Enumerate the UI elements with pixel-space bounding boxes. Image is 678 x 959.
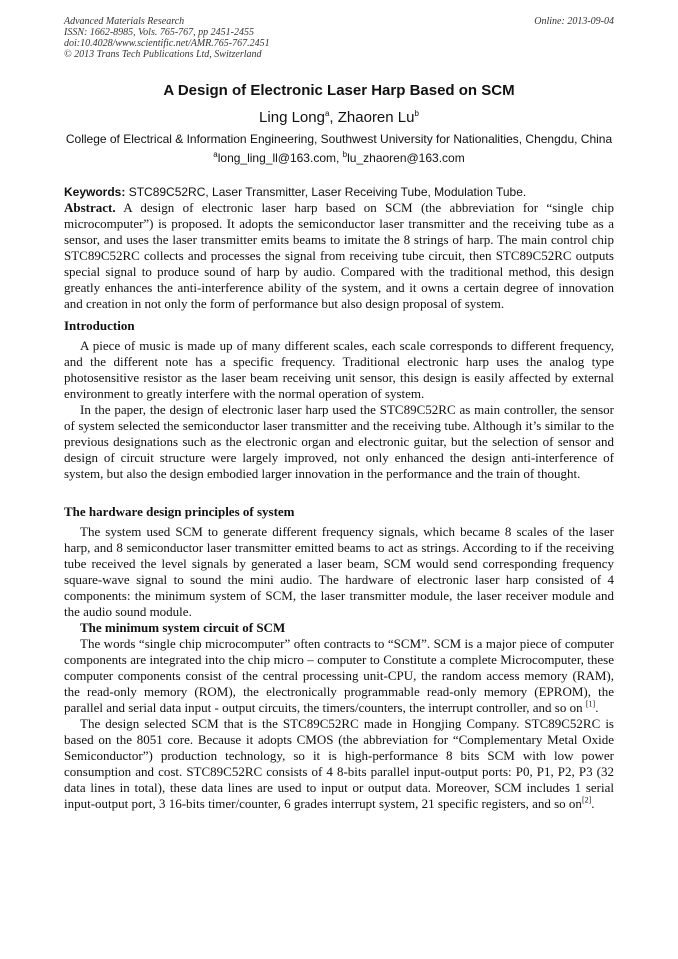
email-mark: a: [213, 150, 218, 159]
affiliation: College of Electrical & Information Engineering, Southwest University for Nationalities, Chengdu, China: [65, 132, 613, 146]
paragraph-text: The design selected SCM that is the STC89C52RC made in Hongjing Company. STC89C52RC is based on the 8051 core. Because it adopts CMOS (the abbreviation for “Complementary Metal Oxide Semiconductor”) production technology, so it is high-performance 8 bits SCM with low power consumption and cost. STC89C52RC consists of 4 8-bits parallel input-output ports: P0, P1, P2, P3 (32 data lines in total), these data lines are used to input or output data. Moreover, SCM includes 1 serial input-output port, 3 16-bits timer/counter, 6 grades interrupt system, 21 specific registers, and so on: [64, 716, 614, 811]
paragraph: A piece of music is made up of many different scales, each scale corresponds to different frequency, and the different note has a specific frequency. Traditional electronic harp uses the analog type photosensitive resistor as the laser beam receiving unit sensor, this design is easily affected by external environment to greatly interfere with the normal operation of system.: [64, 338, 614, 401]
keywords-text: STC89C52RC, Laser Transmitter, Laser Receiving Tube, Modulation Tube.: [125, 185, 527, 199]
section-heading-hardware: The hardware design principles of system: [64, 504, 295, 519]
email-mark: b: [342, 150, 348, 159]
citation-ref: [2]: [581, 795, 592, 805]
online-date: Online: 2013-09-04: [534, 16, 614, 27]
paragraph-end: .: [595, 700, 599, 715]
paragraph: The system used SCM to generate different frequency signals, which became 8 scales of the laser harp, and 8 semiconductor laser transmitter emitted beams to act as strings. According to if the receiving tube received the level signals by generated a laser beam, SCM would send corresponding frequency square-wave signal to sound the mini audio. The hardware of electronic laser harp consisted of 4 components: the minimum system of SCM, the laser transmitter module, the laser receiver module and the audio sound module.: [64, 524, 614, 619]
author-list: [64, 109, 614, 127]
author-affil-mark: b: [414, 109, 419, 118]
paper-title: A Design of Electronic Laser Harp Based on SCM: [163, 82, 515, 99]
journal-name: Advanced Materials Research: [64, 16, 185, 27]
email-address: long_ling_ll@163.com: [217, 151, 336, 165]
author-separator: ,: [329, 109, 338, 126]
journal-header: [64, 16, 270, 60]
journal-issn: ISSN: 1662-8985, Vols. 765-767, pp 2451-2455: [64, 27, 254, 38]
paragraph: [64, 716, 614, 812]
abstract-label: Abstract.: [64, 200, 116, 215]
email-separator: ,: [336, 151, 343, 165]
abstract: [64, 200, 614, 312]
journal-copyright: © 2013 Trans Tech Publications Ltd, Switzerland: [64, 49, 262, 60]
citation-ref: [1]: [585, 699, 596, 709]
subsection-heading-minimum-system: The minimum system circuit of SCM: [80, 620, 286, 635]
abstract-text: A design of electronic laser harp based on SCM (the abbreviation for “single chip microcomputer”) is proposed. It adopts the semiconductor laser transmitter and the receiving tube as a sensor, and uses the laser transmitter emits beams to imitate the 8 strings of harp. The main control chip STC89C52RC collects and processes the signal from receiving tube circuit, then STC89C52RC outputs special signal to produce sound of harp by audio. Compared with the traditional method, this design greatly enhances the anti-interference ability of the system, and it owns a certain degree of innovation and creation in not only the form of performance but also design proposal of system.: [64, 200, 614, 311]
paragraph-end: .: [591, 796, 595, 811]
keywords-label: Keywords:: [64, 185, 126, 199]
author-name: Zhaoren Lu: [337, 109, 415, 126]
paragraph: In the paper, the design of electronic laser harp used the STC89C52RC as main controller, the sensor of system selected the semiconductor laser transmitter and the receiving tube. Although it’s similar to the previous designations such as the electronic organ and electronic guitar, but the selection of sensor and design of circuit structure were largely improved, not only enhanced the design anti-interference of system, but also the design embodied larger innovation in the performance and the train of thought.: [64, 402, 614, 481]
journal-doi: doi:10.4028/www.scientific.net/AMR.765-767.2451: [64, 38, 270, 49]
author-name: Ling Long: [259, 109, 325, 126]
author-emails: [64, 150, 614, 166]
email-address: lu_zhaoren@163.com: [347, 151, 465, 165]
section-heading-introduction: Introduction: [64, 318, 135, 333]
paragraph-text: The words “single chip microcomputer” often contracts to “SCM”. SCM is a major piece of computer components are integrated into the chip micro – computer to Constitute a complete Microcomputer, these computer components consist of the central processing unit-CPU, the random access memory (RAM), the read-only memory (ROM), the electronically programmable read-only memory (EPROM), the parallel and serial data input - output circuits, the timers/counters, the interrupt controller, and so on: [64, 636, 614, 715]
author-affil-mark: a: [324, 109, 330, 118]
keywords: [64, 184, 614, 200]
paragraph: [64, 636, 614, 716]
